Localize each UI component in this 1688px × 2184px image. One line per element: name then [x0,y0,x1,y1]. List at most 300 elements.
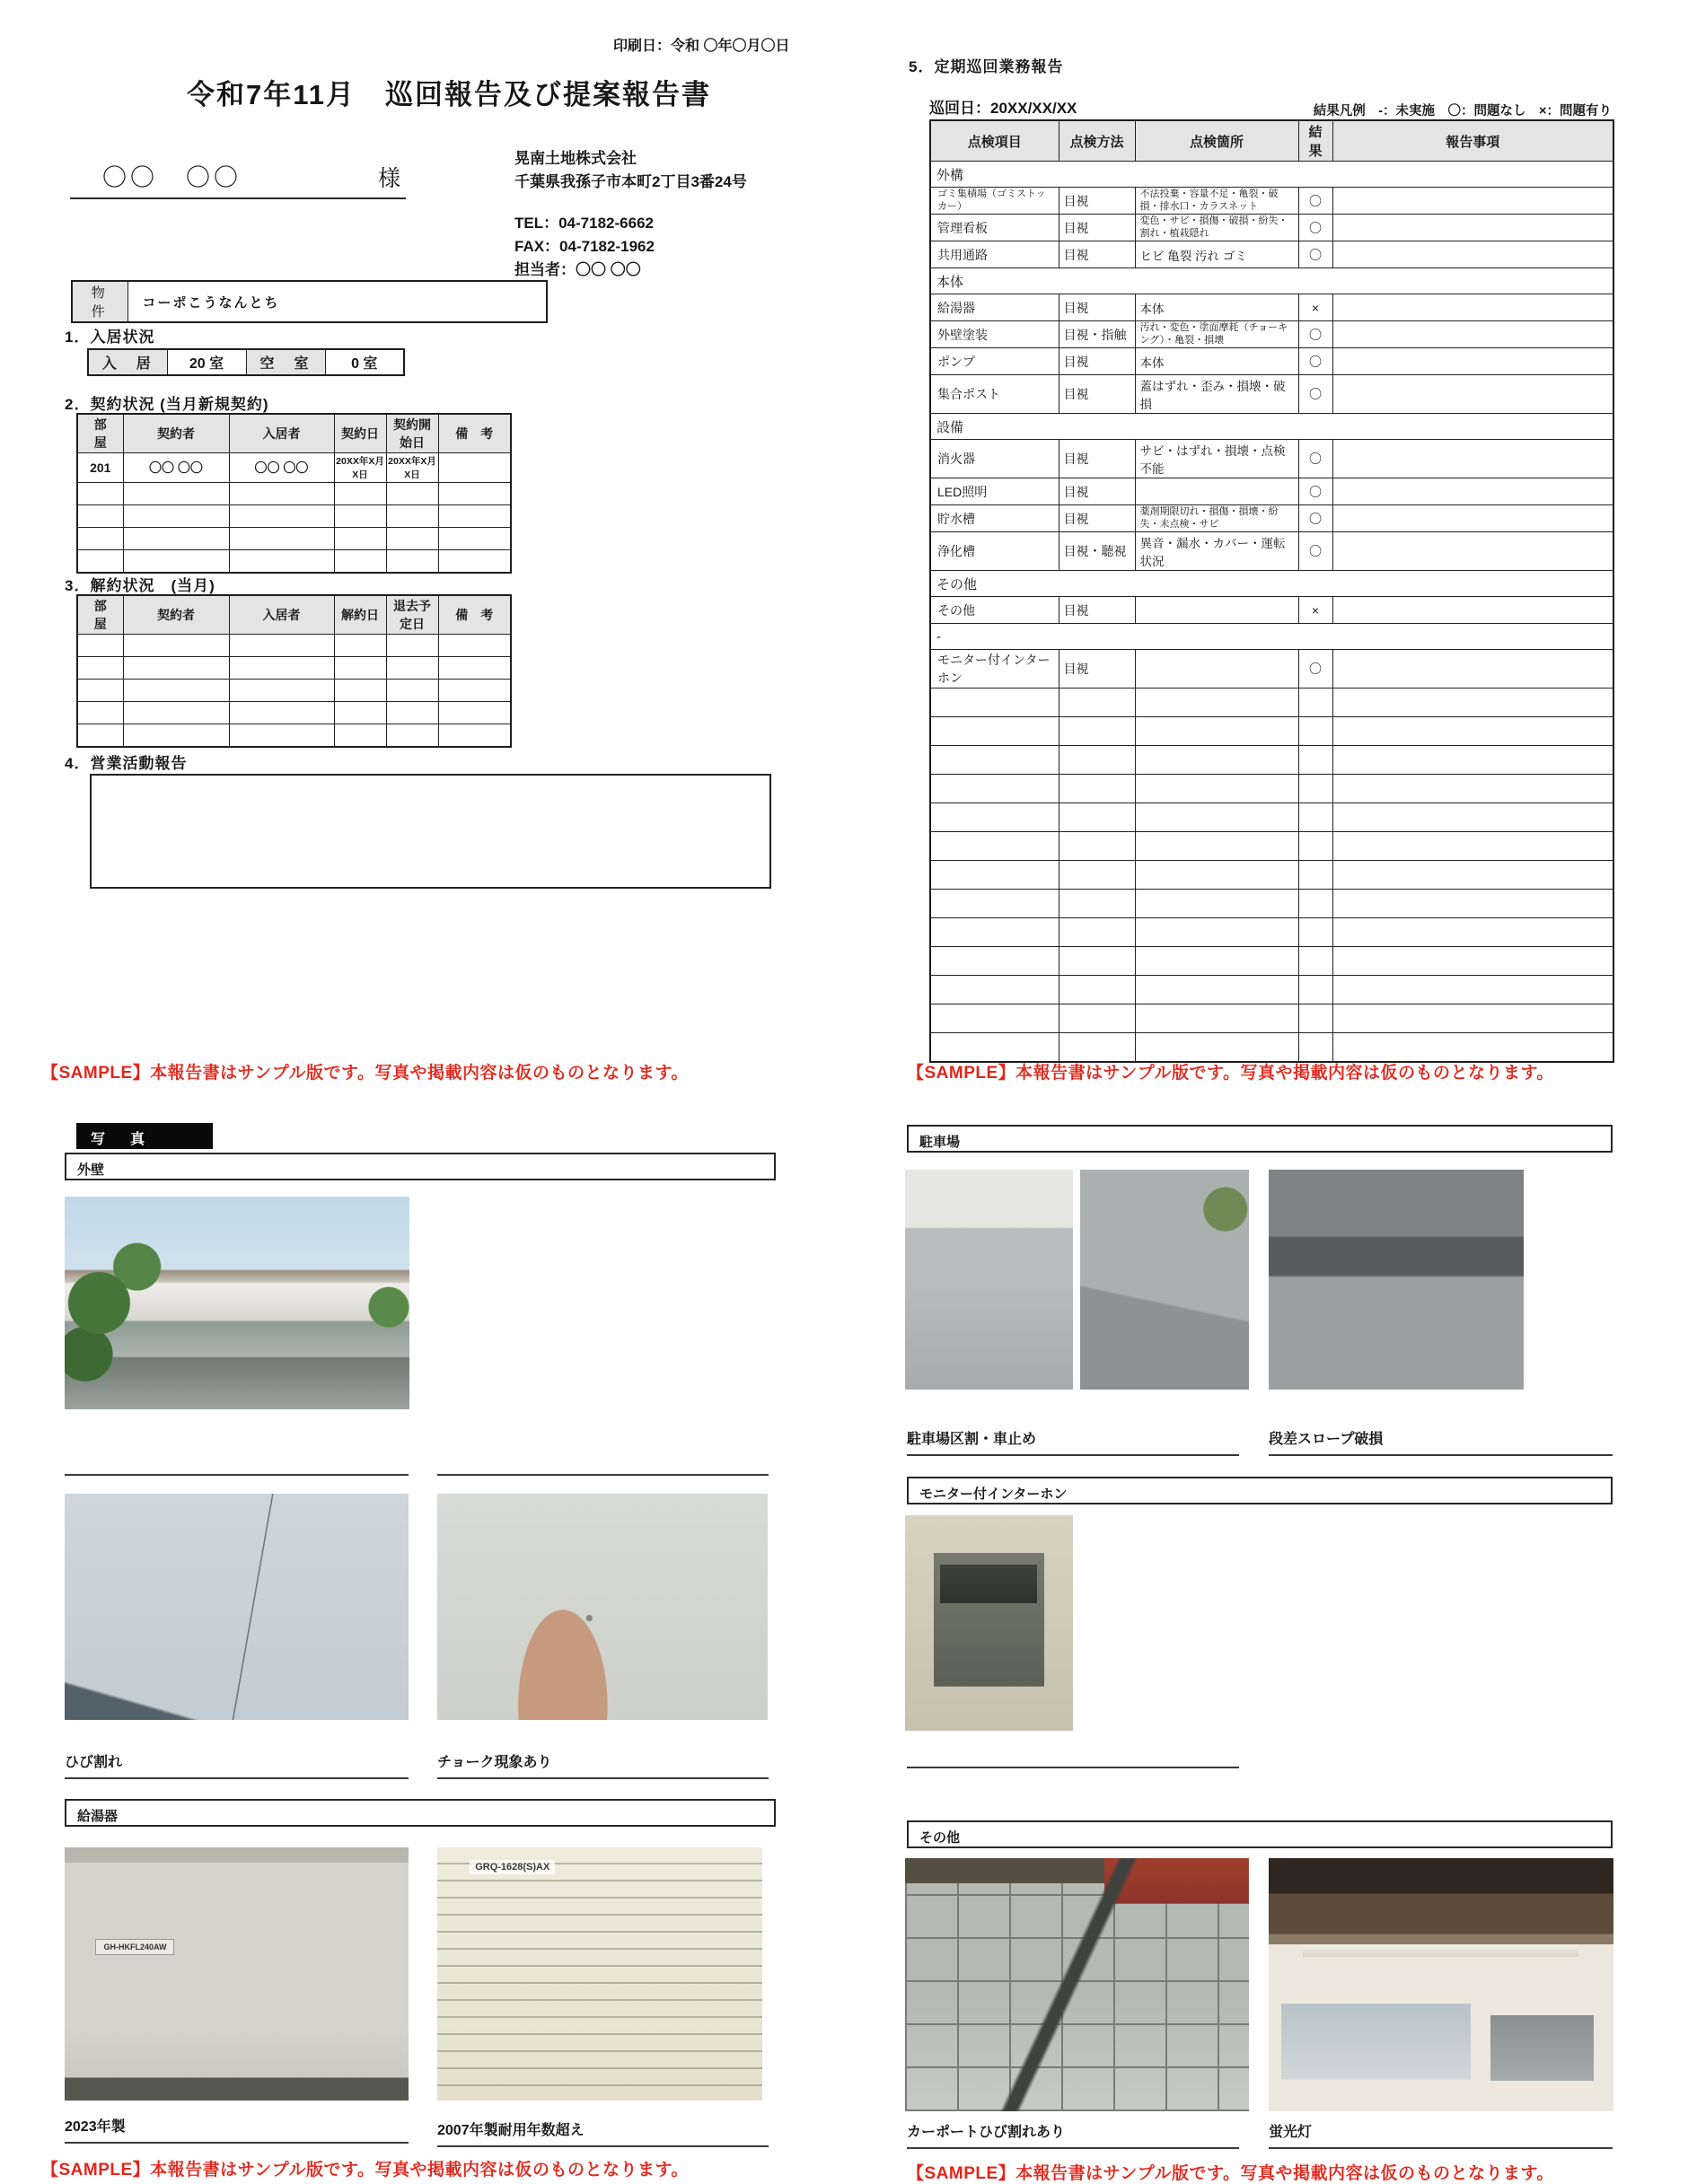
table-cell [1135,689,1298,717]
table-cell [1332,532,1613,571]
table-cell [1059,746,1135,775]
table-row [930,532,1613,571]
company-block [514,147,747,282]
column-header: 点検方法 [1059,120,1135,162]
table-cell: 外構 [930,162,1613,188]
caption-underline [907,2147,1239,2149]
table-cell [1298,918,1332,947]
table-row [930,1004,1613,1033]
table-row [77,635,511,657]
photo-title-other: その他 [907,1820,1613,1848]
caption-underline [437,1474,769,1476]
photo-title-exterior: 外壁 [65,1153,776,1180]
photo-building-exterior [65,1197,409,1409]
photo-title-interphone: モニター付インターホン [907,1477,1613,1504]
table-row [930,947,1613,976]
table-cell [229,505,334,528]
table-cell [1059,1033,1135,1062]
section-heading-contracts: 2．契約状況 (当月新規契約) [65,396,269,413]
table-cell [229,550,334,573]
caption-underline [1269,1454,1613,1456]
table-cell [1332,947,1613,976]
sample-notice: 【SAMPLE】本報告書はサンプル版です。写真や掲載内容は仮のものとなります。 [907,2164,1554,2183]
table-row [930,689,1613,717]
caption-underline [65,1474,409,1476]
table-row [930,478,1613,505]
table-cell: LED照明 [930,478,1059,505]
table-cell [229,528,334,550]
table-cell [1298,1033,1332,1062]
table-cell: 〇 [1298,215,1332,241]
table-cell [229,657,334,680]
photo-caption: 2007年製耐用年数超え [437,2123,585,2138]
table-cell [1059,689,1135,717]
table-cell [1135,1033,1298,1062]
table-cell [1059,717,1135,746]
table-cell: サビ・はずれ・損壊・点検不能 [1135,440,1298,478]
table-cell: 給湯器 [930,294,1059,321]
table-row [930,215,1613,241]
table-row [930,1033,1613,1062]
table-cell: 外壁塗装 [930,321,1059,348]
table-cell [1332,918,1613,947]
table-row [77,657,511,680]
table-cell: 〇 [1298,375,1332,414]
contract-table [76,413,512,574]
table-cell [1332,1004,1613,1033]
table-row [930,375,1613,414]
company-address: 千葉県我孫子市本町2丁目3番24号 [514,173,747,190]
table-row [930,976,1613,1004]
table-cell [123,657,229,680]
table-cell [1332,890,1613,918]
table-cell: 20XX年X月X日 [334,453,386,483]
table-cell: ポンプ [930,348,1059,375]
table-cell [1135,775,1298,803]
table-cell [77,483,123,505]
table-cell [438,657,511,680]
table-row [930,440,1613,478]
table-cell [930,689,1059,717]
table-cell: 目視・指触 [1059,321,1135,348]
table-cell [930,947,1059,976]
print-date: 印刷日：令和 〇年〇月〇日 [613,39,790,54]
table-cell: 〇 [1298,650,1332,689]
table-cell [1135,803,1298,832]
table-row [930,832,1613,861]
table-row [930,321,1613,348]
column-header: 解約日 [334,595,386,635]
table-cell: 目視 [1059,348,1135,375]
table-cell [1135,861,1298,890]
table-cell [386,635,438,657]
table-row [72,281,547,322]
occupancy-label: 入 居 [88,349,167,375]
table-cell [229,680,334,702]
recipient-line [70,158,406,199]
photo-parking-3 [1269,1170,1524,1390]
table-row [77,680,511,702]
table-cell: 〇 [1298,440,1332,478]
table-cell: 目視 [1059,294,1135,321]
occupancy-value: 20 室 [167,349,246,375]
table-cell [123,528,229,550]
property-label: 物 件 [72,281,127,322]
photo-fluorescent-light [1269,1858,1613,2111]
table-row [930,188,1613,215]
table-cell: 本体 [930,268,1613,294]
column-header: 点検項目 [930,120,1059,162]
table-header-row [77,414,511,453]
photo-caption: 段差スロープ破損 [1269,1432,1384,1447]
table-cell [438,550,511,573]
table-cell [229,483,334,505]
column-header: 備 考 [438,595,511,635]
table-cell [438,680,511,702]
table-row [930,624,1613,650]
table-cell: 汚れ・変色・塗面摩耗（チョーキング）・亀裂・損壊 [1135,321,1298,348]
table-cell [1298,689,1332,717]
column-header: 契約日 [334,414,386,453]
photo-caption: カーポートひび割れあり [907,2125,1066,2140]
recipient-honorific: 様 [377,166,400,191]
table-row [77,550,511,573]
table-row [930,414,1613,440]
table-cell: 〇 [1298,321,1332,348]
company-tel: TEL：04-7182-6662 [514,215,654,232]
table-cell: 目視 [1059,375,1135,414]
table-cell: 目視 [1059,188,1135,215]
table-cell [1298,803,1332,832]
table-row [930,861,1613,890]
table-cell [930,1033,1059,1062]
table-cell [334,635,386,657]
spacer [514,194,747,212]
photo-water-heater [65,1847,409,2101]
table-cell [1298,832,1332,861]
table-cell [1059,775,1135,803]
table-cell [930,976,1059,1004]
table-cell [1059,918,1135,947]
table-cell [334,724,386,747]
table-cell [930,1004,1059,1033]
table-cell [1135,832,1298,861]
table-cell [1135,650,1298,689]
table-cell [1298,1004,1332,1033]
table-cell: 目視 [1059,650,1135,689]
table-cell: ゴミ集積場（ゴミストッカー） [930,188,1059,215]
table-cell [386,550,438,573]
section-heading-occupancy: 1．入居状況 [65,329,155,346]
table-cell [1298,890,1332,918]
table-cell: 管理看板 [930,215,1059,241]
table-cell [77,528,123,550]
table-row [930,918,1613,947]
table-cell: その他 [930,571,1613,597]
photo-spec-label [437,1847,762,2101]
heater-model-label: GH-HKFL240AW [95,1939,174,1955]
table-cell [1135,746,1298,775]
table-cell: 目視・聴視 [1059,532,1135,571]
table-cell [1298,947,1332,976]
property-table [71,280,548,323]
table-header-row [930,120,1613,162]
table-row [77,724,511,747]
table-cell: 目視 [1059,440,1135,478]
table-cell [438,453,511,483]
table-cell: 20XX年X月X日 [386,453,438,483]
table-cell [334,550,386,573]
table-row [930,571,1613,597]
table-cell [123,635,229,657]
table-cell: - [930,624,1613,650]
section-heading-patrol: 5．定期巡回業務報告 [909,58,1064,75]
table-row [77,453,511,483]
table-cell: 本体 [1135,294,1298,321]
table-cell: 〇 [1298,478,1332,505]
table-cell: 消火器 [930,440,1059,478]
table-cell [1332,775,1613,803]
table-cell [1332,861,1613,890]
table-cell [1332,241,1613,268]
caption-underline [65,2142,409,2144]
photo-carport-crack [905,1858,1249,2111]
table-cell [1298,861,1332,890]
table-row [77,483,511,505]
table-row [930,597,1613,624]
table-cell [438,505,511,528]
table-cell [1059,861,1135,890]
table-cell [386,724,438,747]
table-cell [1332,215,1613,241]
table-cell [386,702,438,724]
table-cell [438,528,511,550]
table-cell [1332,650,1613,689]
table-cell: 目視 [1059,215,1135,241]
table-cell: 貯水槽 [930,505,1059,532]
table-row [77,528,511,550]
table-cell: × [1298,597,1332,624]
table-cell: 薬剤期限切れ・損傷・損壊・紛失・未点検・サビ [1135,505,1298,532]
table-cell [1332,348,1613,375]
table-cell [77,680,123,702]
table-cell [1332,478,1613,505]
table-cell: 本体 [1135,348,1298,375]
table-row [930,717,1613,746]
table-row [930,294,1613,321]
table-cell [930,890,1059,918]
photo-caption: 駐車場区割・車止め [907,1432,1037,1447]
section-heading-sales: 4．営業活動報告 [65,755,188,772]
table-cell: × [1298,294,1332,321]
vacancy-value: 0 室 [325,349,404,375]
table-cell [1298,717,1332,746]
table-row [930,241,1613,268]
table-cell [334,702,386,724]
table-cell [438,635,511,657]
table-cell [77,724,123,747]
column-header: 退去予定日 [386,595,438,635]
column-header: 部 屋 [77,414,123,453]
table-cell: 目視 [1059,505,1135,532]
table-cell [123,550,229,573]
table-cell [1332,440,1613,478]
table-cell [438,702,511,724]
table-cell [334,505,386,528]
table-cell: 集合ポスト [930,375,1059,414]
table-cell: 〇 [1298,532,1332,571]
page-title: 令和7年11月 巡回報告及び提案報告書 [186,79,711,110]
photo-title-heater: 給湯器 [65,1799,776,1827]
table-row [930,803,1613,832]
property-value: コーポこうなんとち [127,281,547,322]
table-cell: 目視 [1059,478,1135,505]
photo-caption: 蛍光灯 [1269,2125,1313,2140]
table-cell [123,724,229,747]
table-cell [77,635,123,657]
photo-caption: チョーク現象あり [437,1755,552,1770]
sales-report-box [90,774,771,889]
table-cell [1332,976,1613,1004]
table-cell [1135,1004,1298,1033]
table-cell [1332,505,1613,532]
column-header: 結果 [1298,120,1332,162]
table-cell: 蓋はずれ・歪み・損壊・破損 [1135,375,1298,414]
column-header: 契約者 [123,595,229,635]
table-cell [1059,832,1135,861]
table-cell [438,724,511,747]
table-cell [930,803,1059,832]
table-cell [1332,832,1613,861]
table-cell [123,702,229,724]
table-cell: 設備 [930,414,1613,440]
table-cell [1298,976,1332,1004]
table-cell [77,550,123,573]
table-cell [930,918,1059,947]
table-cell [1332,746,1613,775]
table-row [930,162,1613,188]
photo-interphone [905,1515,1073,1731]
table-cell [386,657,438,680]
table-cell [334,483,386,505]
caption-underline [437,1777,769,1779]
table-cell [1298,746,1332,775]
company-fax: FAX：04-7182-1962 [514,238,655,255]
table-cell [123,483,229,505]
table-cell [1135,918,1298,947]
table-cell [1059,947,1135,976]
vacancy-label: 空 室 [246,349,325,375]
column-header: 契約開始日 [386,414,438,453]
table-cell [1332,321,1613,348]
caption-underline [1269,2147,1613,2149]
table-cell [930,746,1059,775]
sample-notice: 【SAMPLE】本報告書はサンプル版です。写真や掲載内容は仮のものとなります。 [41,2161,689,2180]
table-row [930,268,1613,294]
caption-underline [907,1767,1239,1768]
column-header: 報告事項 [1332,120,1613,162]
table-cell [438,483,511,505]
table-cell: 目視 [1059,241,1135,268]
caption-underline [907,1454,1239,1456]
caption-underline [437,2145,769,2147]
table-cell [1332,375,1613,414]
table-cell: ヒビ 亀裂 汚れ ゴミ [1135,241,1298,268]
table-cell [1298,775,1332,803]
table-cell: 共用通路 [930,241,1059,268]
table-cell: 異音・漏水・カバー・運転状況 [1135,532,1298,571]
table-cell [1332,803,1613,832]
photo-chalk-finger [437,1494,768,1720]
table-cell [229,724,334,747]
table-cell: 変色・サビ・損傷・破損・紛失・割れ・植栽隠れ [1135,215,1298,241]
table-cell [334,680,386,702]
table-cell: 目視 [1059,597,1135,624]
column-header: 部 屋 [77,595,123,635]
patrol-date: 巡回日：20XX/XX/XX [929,95,1077,122]
table-cell [229,635,334,657]
table-cell [386,528,438,550]
table-cell [1135,478,1298,505]
table-cell [1332,294,1613,321]
table-cell: 〇 [1298,188,1332,215]
spec-model-label: GRQ-1628(S)AX [470,1860,555,1874]
table-cell [930,861,1059,890]
table-cell: 浄化槽 [930,532,1059,571]
table-cell [1059,1004,1135,1033]
table-cell [930,717,1059,746]
table-row [930,746,1613,775]
table-cell [1135,976,1298,1004]
table-row [77,702,511,724]
column-header: 契約者 [123,414,229,453]
table-cell [77,702,123,724]
table-cell [386,680,438,702]
company-contact: 担当者：〇〇 〇〇 [514,261,641,278]
photo-parking-1 [905,1170,1073,1390]
table-cell [930,775,1059,803]
table-cell: モニター付インターホン [930,650,1059,689]
table-cell: その他 [930,597,1059,624]
column-header: 備 考 [438,414,511,453]
table-cell [1332,717,1613,746]
sample-notice: 【SAMPLE】本報告書はサンプル版です。写真や掲載内容は仮のものとなります。 [907,1064,1554,1083]
table-cell [123,505,229,528]
section-heading-cancellations: 3．解約状況 (当月) [65,577,215,594]
table-cell [1059,803,1135,832]
column-header: 入居者 [229,595,334,635]
table-cell [1135,597,1298,624]
photo-section-tag: 写 真 [76,1123,213,1149]
table-row [930,505,1613,532]
table-row [77,505,511,528]
table-cell [1135,717,1298,746]
table-cell [386,483,438,505]
column-header: 点検箇所 [1135,120,1298,162]
cancellation-table [76,594,512,748]
table-cell: 不法投棄・容量不足・亀裂・破損・排水口・カラスネット [1135,188,1298,215]
table-cell [1059,976,1135,1004]
recipient-name: 〇〇 〇〇 [102,164,242,191]
table-cell: 〇 [1298,241,1332,268]
photo-wall-crack [65,1494,409,1720]
table-cell: 〇〇 〇〇 [229,453,334,483]
table-cell [1332,188,1613,215]
table-cell: 〇 [1298,505,1332,532]
table-cell [1135,890,1298,918]
table-row [930,650,1613,689]
photo-caption: 2023年製 [65,2119,126,2135]
